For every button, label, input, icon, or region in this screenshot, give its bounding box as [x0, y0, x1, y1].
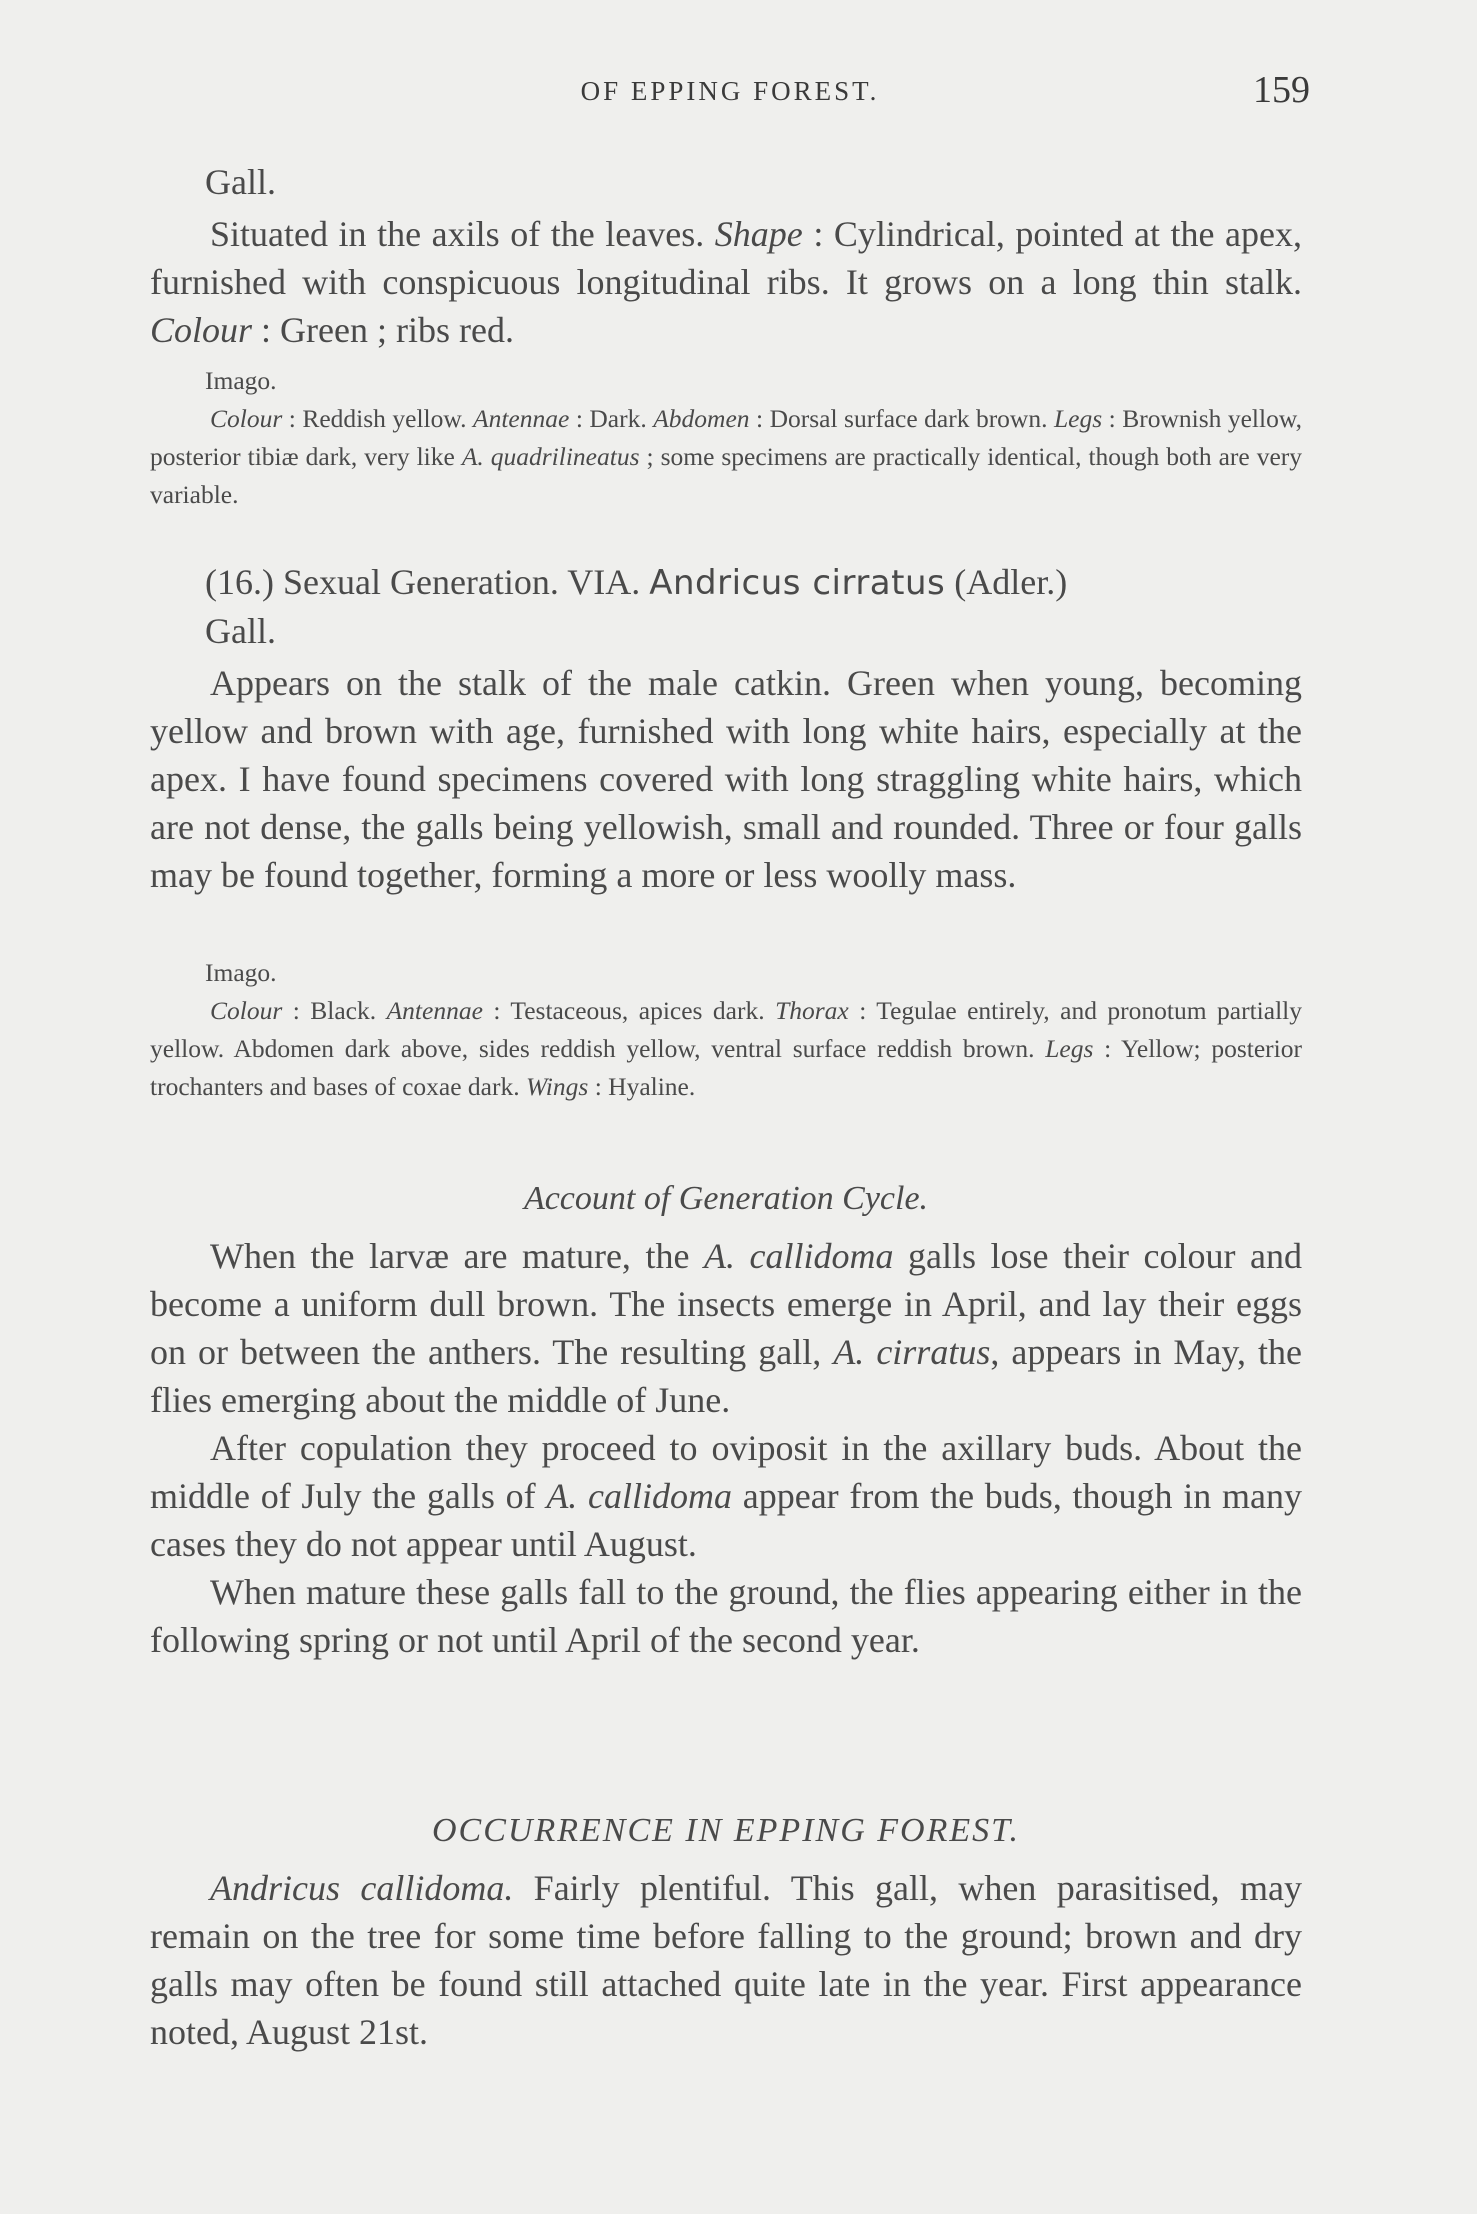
occurrence-paragraph	[150, 1864, 1302, 2056]
antennae-label: Antennae	[386, 996, 483, 1025]
imago-label-1: Imago.	[205, 366, 277, 395]
thorax-label: Thorax	[775, 996, 849, 1025]
section-16	[150, 558, 1302, 899]
imago-2-text-c: : Tegulae entirely, and pronotum partially yellow. Abdomen dark above, sides reddish yellow, ventral surface reddish brown.	[150, 996, 1302, 1063]
occurrence-section	[150, 1812, 1302, 2056]
imago-2-text-b: : Testaceous, apices dark.	[482, 996, 776, 1025]
running-head: OF EPPING FOREST.	[580, 76, 880, 106]
account-p2-c: appear from the buds, though in many cases they do not appear until August.	[150, 1476, 1302, 1564]
species-ref: A. cirratus	[833, 1332, 991, 1372]
gall-1-text-b: : Cylindrical, pointed at the apex, furnished with conspicuous longitudinal ribs. It grows on a long thin stalk.	[150, 214, 1303, 302]
page-header	[150, 64, 1310, 114]
abdomen-label: Abdomen	[653, 404, 750, 433]
wings-label: Wings	[525, 1072, 589, 1101]
section-16-heading	[205, 558, 1302, 607]
imago-1-text	[150, 400, 1302, 514]
colour-label: Colour	[150, 310, 253, 350]
section-title: Sexual Generation. VIA.	[273, 562, 650, 602]
account-p2-a: After copulation they proceed to oviposit in the axillary buds. About the middle of July the galls of	[150, 1428, 1302, 1516]
imago-2-text-a: : Black.	[282, 996, 387, 1025]
account-heading: Account of Generation Cycle.	[523, 1180, 929, 1217]
account-p1-c: galls lose their colour and become a uniform dull brown. The insects emerge in April, and lay their eggs on or between the anthers. The resulting gall,	[150, 1236, 1302, 1372]
account-paragraph-3: When mature these galls fall to the ground, the flies appearing either in the following spring or not until April of the second year.	[150, 1572, 1302, 1660]
account-paragraph-2	[150, 1424, 1302, 1568]
page-number: 159	[1253, 69, 1310, 111]
imago-2-text-e: : Hyaline.	[588, 1072, 696, 1101]
legs-label: Legs	[1053, 404, 1103, 433]
species-ref: A. callidoma	[703, 1236, 894, 1276]
species-author: (Adler.)	[945, 562, 1068, 602]
imago-1-text-d: : Brownish yellow, posterior tibiæ dark, very like	[150, 404, 1302, 471]
species-name: Andricus callidoma.	[210, 1868, 514, 1908]
gall-1-text-c: : Green ; ribs red.	[252, 310, 514, 350]
colour-label: Colour	[210, 404, 283, 433]
gall-label-1: Gall.	[205, 162, 276, 202]
imago-label-2: Imago.	[205, 958, 277, 987]
account-section	[150, 1180, 1302, 1664]
account-paragraph-1	[150, 1232, 1302, 1424]
imago-1-text-a: : Reddish yellow.	[282, 404, 474, 433]
imago-1-text-b: : Dark.	[569, 404, 654, 433]
occurrence-heading: OCCURRENCE IN EPPING FOREST.	[432, 1812, 1020, 1849]
gall-label-2: Gall.	[205, 611, 276, 651]
colour-label: Colour	[210, 996, 283, 1025]
occurrence-text: Fairly plentiful. This gall, when parasitised, may remain on the tree for some time before falling to the ground; brown and dry galls may often be found still attached quite late in the year. First appearance noted, August 21st.	[150, 1868, 1302, 2052]
section-number: (16.)	[205, 562, 274, 602]
imago-1-section	[150, 362, 1302, 514]
antennae-label: Antennae	[473, 404, 570, 433]
species-name: Andricus cirratus	[649, 563, 946, 603]
account-p1-e: , appears in May, the flies emerging about the middle of June.	[150, 1332, 1302, 1420]
imago-1-text-e: ; some specimens are practically identical, though both are very variable.	[150, 442, 1302, 509]
gall-1-text	[150, 210, 1302, 354]
shape-label: Shape	[714, 214, 803, 254]
gall-1-section	[150, 158, 1302, 354]
species-abbr: A. quadrilineatus	[461, 442, 640, 471]
gall-1-text-a: Situated in the axils of the leaves.	[210, 214, 715, 254]
imago-2-section	[150, 954, 1302, 1106]
gall-2-text: Appears on the stalk of the male catkin. Green when young, becoming yellow and brown with age, furnished with long white hairs, especially at the apex. I have found specimens covered with long straggling white hairs, which are not dense, the galls being yellowish, small and rounded. Three or four galls may be found together, forming a more or less woolly mass.	[150, 663, 1302, 895]
imago-1-text-c: : Dorsal surface dark brown.	[749, 404, 1054, 433]
account-p1-a: When the larvæ are mature, the	[210, 1236, 704, 1276]
imago-2-text-d: : Yellow; posterior trochanters and bases of coxae dark.	[150, 1034, 1302, 1101]
species-ref: A. callidoma	[546, 1476, 733, 1516]
imago-2-text	[150, 992, 1302, 1106]
legs-label: Legs	[1045, 1034, 1094, 1063]
